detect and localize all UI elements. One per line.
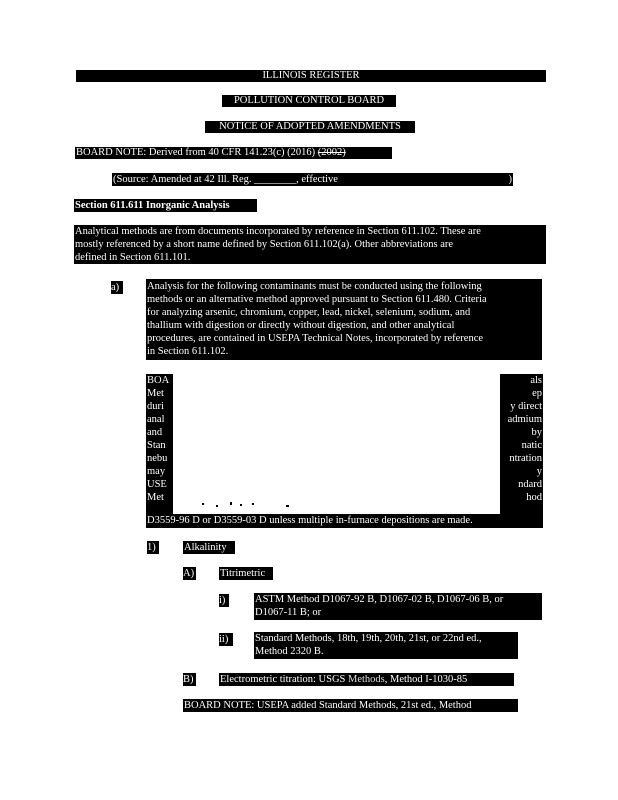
item-1b-marker: B) [183,673,196,686]
fragment: Met [147,492,164,503]
subsection-a-line: for analyzing arsenic, chromium, copper, lead, nickel, selenium, sodium, and [147,307,471,318]
fragment: admium [507,414,542,425]
board-note-last-line: D3559-96 D or D3559-03 D unless multiple in-furnace depositions are made. [146,514,543,528]
item-1aii-marker: ii) [219,633,233,646]
board-note-derived-text: BOARD NOTE: Derived from 40 CFR 141.23(c) (2016) [76,147,318,158]
notice-title: NOTICE OF ADOPTED AMENDMENTS [205,121,415,133]
fragment: ep [532,388,542,399]
item-1b-obscured: Methods [348,674,385,685]
item-1ai-line: D1067-11 B; or [255,607,322,618]
item-1a-label: Titrimetric [219,567,273,580]
section-heading: Section 611.611 Inorganic Analysis [74,199,257,212]
fragment: may [147,466,166,477]
fragment: ntration [509,453,542,464]
fragment: duri [147,401,164,412]
item-1aii-text [254,632,518,659]
board-note-obscured-left [146,374,173,528]
board-note-struck-year: (2002) [317,147,346,158]
item-1a-marker: A) [183,568,195,579]
subsection-a-marker: a) [111,281,123,294]
fragment: USE [147,479,167,490]
intro-line: Analytical methods are from documents incorporated by reference in Section 611.102. These are [75,226,481,237]
fragment: y [536,466,542,477]
fragment: Met [147,388,164,399]
fragment: by [531,427,542,438]
fragment: natic [521,440,542,451]
fragment: Stan [147,440,166,451]
register-title: ILLINOIS REGISTER [262,70,360,81]
fragment: y direct [510,401,542,412]
item-1b-text [219,673,514,686]
item-1-label: Alkalinity [183,541,235,554]
fragment: hod [526,492,542,503]
item-1aii-line: Standard Methods, 18th, 19th, 20th, 21st, or 22nd ed., [255,633,482,644]
source-line [112,173,513,186]
source-closing: ) [508,174,512,185]
intro-paragraph [74,225,546,264]
item-1ai-marker: i) [219,594,229,607]
fragment: als [530,375,542,386]
item-1ai-line: ASTM Method D1067-92 B, D1067-02 B, D1067-06 B, or [255,594,504,605]
item-1ai-text [254,593,542,620]
board-note-usepa: BOARD NOTE: USEPA added Standard Methods, 21st ed., Method [183,699,518,712]
source-text: (Source: Amended at 42 Ill. Reg. ________, effective [113,174,338,185]
fragment: nebu [147,453,168,464]
fragment: anal [147,414,165,425]
subsection-a-line: procedures, are contained in USEPA Technical Notes, incorporated by reference [147,333,484,344]
fragment: and [147,427,163,438]
scan-speckle [196,501,296,509]
item-1b-text-before: Electrometric titration: USGS [220,674,349,685]
intro-line: defined in Section 611.101. [75,252,191,263]
subsection-a-line: thallium with digestion or directly without digestion, and other analytical [147,320,455,331]
item-1aii-line: Method 2320 B. [255,646,324,657]
intro-line: mostly referenced by a short name defined by Section 611.102(a). Other abbreviations are [75,239,454,250]
fragment: ndard [518,479,542,490]
item-1b-text-after: , Method I-1030-85 [384,674,468,685]
subsection-a-text [146,279,542,360]
board-name: POLLUTION CONTROL BOARD [222,95,396,107]
fragment: BOA [147,375,170,386]
register-header-bar [76,70,546,82]
board-note-derived [75,147,392,159]
subsection-a-line: Analysis for the following contaminants must be conducted using the following [147,281,482,292]
item-1-marker: 1) [147,541,159,554]
subsection-a-line: in Section 611.102. [147,346,229,357]
subsection-a-line: methods or an alternative method approved pursuant to Section 611.480. Criteria [147,294,487,305]
board-note-obscured-right [500,374,543,528]
